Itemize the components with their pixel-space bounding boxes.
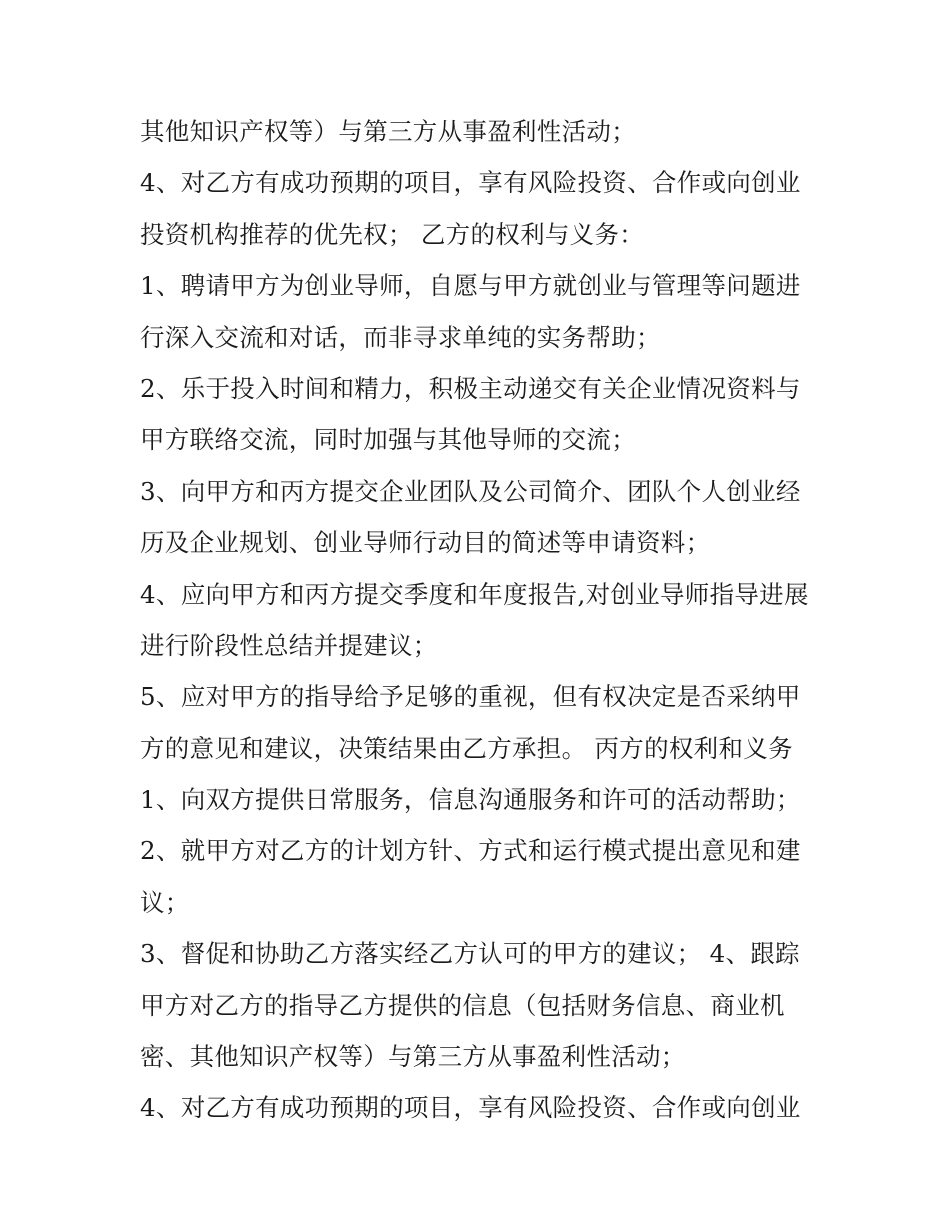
text-line: 行深入交流和对话，而非寻求单纯的实务帮助； bbox=[140, 322, 661, 352]
text-line: 5、应对甲方的指导给予足够的重视，但有权决定是否采纳甲 bbox=[140, 682, 801, 712]
text-line: 1、向双方提供日常服务，信息沟通服务和许可的活动帮助； bbox=[140, 785, 801, 815]
text-line: 2、就甲方对乙方的计划方针、方式和运行模式提出意见和建 bbox=[140, 836, 801, 866]
text-line: 其他知识产权等）与第三方从事盈利性活动； bbox=[140, 117, 636, 146]
text-line: 3、向甲方和丙方提交企业团队及公司简介、团队个人创业经 bbox=[140, 476, 801, 506]
document-body bbox=[140, 106, 820, 1134]
text-line: 进行阶段性总结并提建议； bbox=[140, 630, 438, 660]
text-line: 3、督促和协助乙方落实经乙方认可的甲方的建议； 4、跟踪 bbox=[140, 939, 800, 969]
text-line: 甲方对乙方的指导乙方提供的信息（包括财务信息、商业机 bbox=[140, 990, 785, 1020]
text-line: 甲方联络交流，同时加强与其他导师的交流； bbox=[140, 425, 636, 455]
text-line: 历及企业规划、创业导师行动目的简述等申请资料； bbox=[140, 528, 711, 558]
text-line: 密、其他知识产权等）与第三方从事盈利性活动； bbox=[140, 1042, 686, 1072]
text-line: 1、聘请甲方为创业导师，自愿与甲方就创业与管理等问题进 bbox=[140, 271, 801, 301]
text-line: 议； bbox=[140, 887, 190, 917]
text-line: 4、对乙方有成功预期的项目，享有风险投资、合作或向创业 bbox=[140, 168, 801, 198]
text-line: 4、对乙方有成功预期的项目，享有风险投资、合作或向创业 bbox=[140, 1093, 801, 1123]
text-line: 2、乐于投入时间和精力，积极主动递交有关企业情况资料与 bbox=[140, 373, 801, 403]
text-line: 4、应向甲方和丙方提交季度和年度报告,对创业导师指导进展 bbox=[140, 579, 809, 609]
text-line: 方的意见和建议，决策结果由乙方承担。 丙方的权利和义务 bbox=[140, 733, 793, 763]
text-line: 投资机构推荐的优先权； 乙方的权利与义务： bbox=[140, 219, 645, 249]
